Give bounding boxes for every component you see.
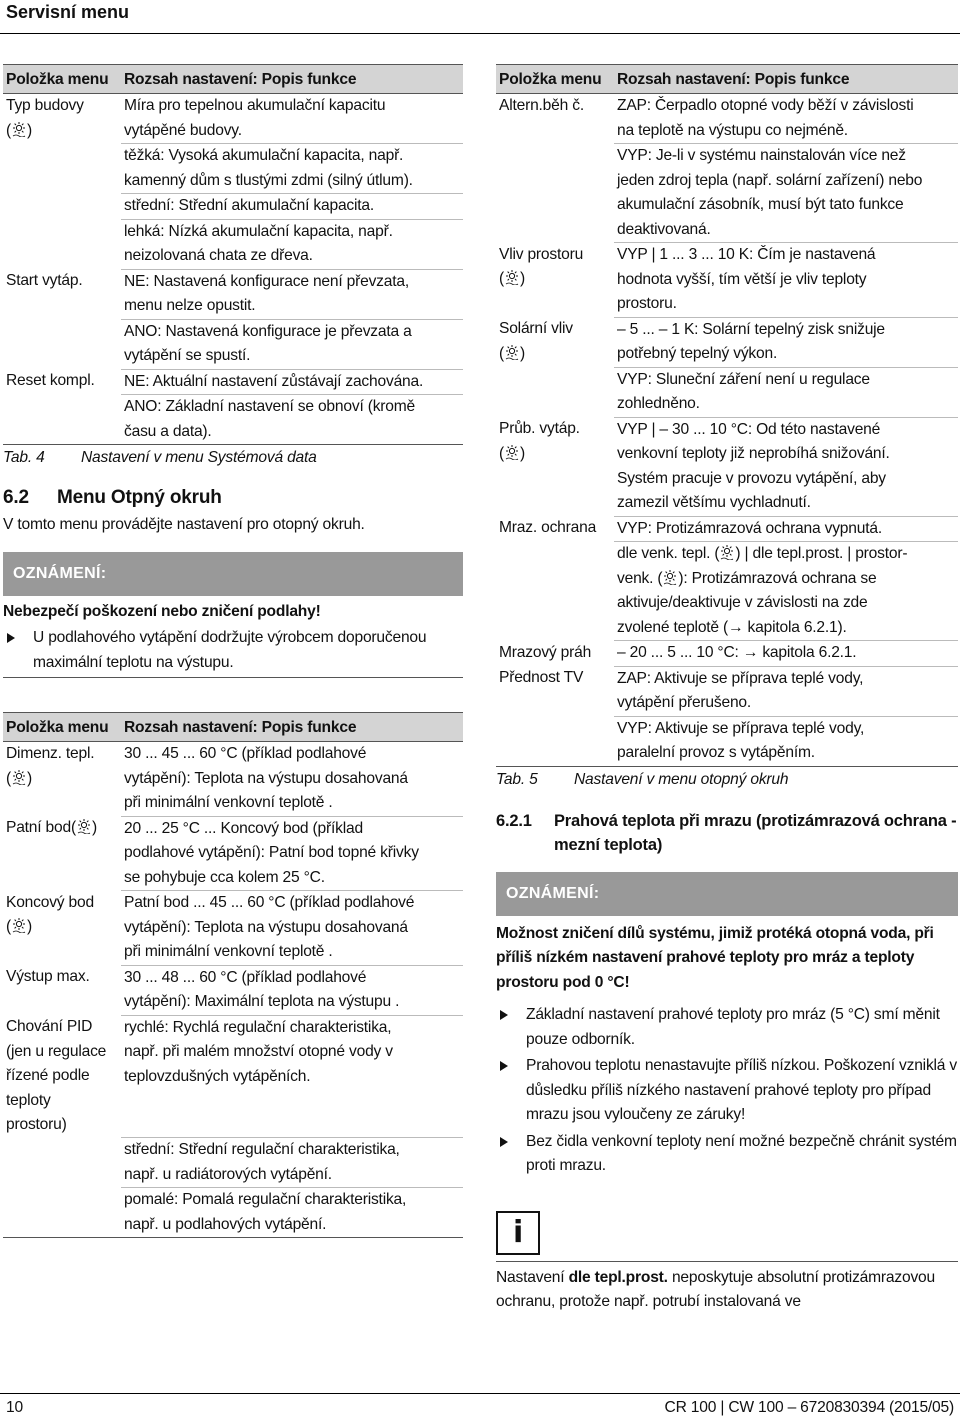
info-text-pre: Nastavení <box>496 1268 565 1286</box>
description-cell <box>614 641 958 667</box>
description-cell <box>121 144 463 194</box>
notice-title: Možnost zničení dílů systému, jimiž protéká otopná voda, při příliš nízkém nastavení prahové teploty pro mráz a teploty prostoru pod 0 °C! <box>496 924 934 991</box>
description-line: střední: Střední akumulační kapacita. <box>124 197 375 214</box>
table-row <box>3 194 463 220</box>
description-line: dle venk. tepl. ( ) | dle tepl.prost. | prostor- <box>617 545 908 562</box>
description-line: střední: Střední regulační charakteristika, <box>124 1141 400 1158</box>
sun-heating-icon <box>504 444 520 460</box>
description-cell <box>121 891 463 966</box>
description-cell <box>614 94 958 144</box>
notice-bullet <box>496 1054 958 1128</box>
description-line: vytápění se spustí. <box>124 347 251 364</box>
description-cell <box>614 367 958 417</box>
table-row <box>3 891 463 966</box>
info-text-bold: dle tepl.prost. <box>568 1268 668 1286</box>
description-cell <box>614 716 958 766</box>
description-line: těžká: Vysoká akumulační kapacita, např. <box>124 147 404 164</box>
table-row <box>496 516 958 542</box>
table-row <box>496 716 958 766</box>
description-line: VYP: Aktivuje se příprava teplé vody, <box>617 719 865 737</box>
menu-item-cell <box>3 742 121 817</box>
description-line: VYP: Je-li v systému nainstalován více než <box>617 147 906 164</box>
menu-item-label: Mraz. ochrana <box>499 519 597 536</box>
info-icon: i <box>496 1211 540 1255</box>
menu-item-label: Průb. vytáp. <box>499 420 580 437</box>
description-line: vytápění přerušeno. <box>617 694 752 711</box>
table-row <box>3 219 463 269</box>
description-line: – 5 ... – 1 K: Solární tepelný zisk snižuje <box>617 320 885 338</box>
description-line: kamenný dům s tlustými zdmi (silný útlum). <box>124 171 413 189</box>
menu-item-cell <box>496 367 614 417</box>
description-cell <box>121 1188 463 1238</box>
subsection-title: Prahová teplota při mrazu (protizámrazová ochrana - mezní teplota) <box>554 811 957 854</box>
table-row <box>496 317 958 367</box>
menu-item-cell <box>3 319 121 369</box>
menu-item-cell <box>496 144 614 243</box>
menu-item-cell <box>496 666 614 716</box>
menu-item-cell <box>496 317 614 367</box>
info-rule <box>496 1261 958 1262</box>
table-caption <box>496 771 958 789</box>
menu-item-label: Výstup max. <box>6 968 90 985</box>
sun-heating-icon <box>504 269 520 285</box>
menu-item-label: Typ budovy <box>6 97 84 114</box>
menu-item-cell <box>496 516 614 542</box>
description-line: VYP: Protizámrazová ochrana vypnutá. <box>617 519 882 537</box>
table-row <box>496 542 958 641</box>
description-cell <box>121 1138 463 1188</box>
table-row <box>496 367 958 417</box>
header-rule <box>0 33 960 34</box>
info-text-post: neposkytuje absolutní protizámrazovou ochranu, protože např. potrubí instalovaná ve <box>496 1268 935 1310</box>
notice-banner: OZNÁMENÍ: <box>3 552 463 596</box>
description-line: Patní bod ... 45 ... 60 °C (příklad podlahové <box>124 894 415 911</box>
description-cell <box>121 965 463 1015</box>
table-row <box>496 243 958 318</box>
description-line: – 20 ... 5 ... 10 °C: → kapitola 6.2.1. <box>617 644 857 661</box>
menu-item-cell <box>3 194 121 220</box>
document-id: CR 100 | CW 100 – 6720830394 (2015/05) <box>664 1399 954 1416</box>
description-line: vytápěné budovy. <box>124 121 242 139</box>
notice-bullet-line-2: maximální teplotu na výstupu. <box>33 653 234 671</box>
notice-bullet-text: Základní nastavení prahové teploty pro mráz (5 °C) smí měnit pouze odborník. <box>526 1006 940 1048</box>
description-line: ZAP: Čerpadlo otopné vody běží v závislosti <box>617 97 914 114</box>
sun-heating-icon <box>11 917 27 933</box>
description-line: ANO: Nastavená konfigurace je převzata a <box>124 322 412 340</box>
description-line: NE: Nastavená konfigurace není převzata, <box>124 272 409 290</box>
description-line: akumulační zásobník, musí být tato funkce <box>617 196 904 213</box>
table-header-item: Položka menu <box>496 65 614 94</box>
bullet-arrow-icon <box>500 1010 508 1020</box>
menu-item-label: Vliv prostoru <box>499 245 584 263</box>
description-cell <box>121 742 463 817</box>
description-line: ZAP: Aktivuje se příprava teplé vody, <box>617 669 864 687</box>
bullet-arrow-icon <box>7 633 15 643</box>
menu-item-label: řízené podle <box>6 1067 90 1084</box>
menu-item-cell <box>3 144 121 194</box>
table-caption <box>3 449 463 467</box>
menu-item-cell <box>3 94 121 144</box>
section-intro: V tomto menu provádějte nastavení pro otopný okruh. <box>3 516 365 533</box>
menu-item-label: Dimenz. tepl. <box>6 745 95 762</box>
description-cell <box>121 369 463 395</box>
description-line: vytápění): Teplota na výstupu dosahovaná <box>124 918 408 936</box>
description-cell <box>121 816 463 891</box>
table-row <box>3 369 463 395</box>
notice-bullet-line-1: U podlahového vytápění dodržujte výrobcem doporučenou <box>33 629 427 646</box>
description-line: 20 ... 25 °C ... Koncový bod (příklad <box>124 819 363 837</box>
page-number: 10 <box>6 1399 23 1416</box>
description-line: 30 ... 45 ... 60 °C (příklad podlahové <box>124 745 367 762</box>
menu-item-icon-line: ( ) <box>6 121 32 139</box>
table-row <box>3 965 463 1015</box>
page-title: Servisní menu <box>6 2 130 22</box>
description-cell <box>121 319 463 369</box>
table-heating-circuit-2 <box>496 64 958 767</box>
notice-title: Nebezpečí poškození nebo zničení podlahy! <box>3 602 321 620</box>
table-row <box>3 816 463 891</box>
description-cell <box>121 269 463 319</box>
menu-item-cell <box>496 243 614 318</box>
menu-item-label: Chování PID <box>6 1018 93 1035</box>
description-line: zamezil většímu vychladnutí. <box>617 494 811 511</box>
menu-item-label: (jen u regulace <box>6 1042 107 1060</box>
description-line: prostoru. <box>617 295 677 312</box>
menu-item-label: ( ) <box>6 918 32 935</box>
description-line: aktivuje/deaktivuje v závislosti na zde <box>617 594 868 611</box>
table-row <box>3 144 463 194</box>
menu-item-cell <box>3 891 121 966</box>
page-footer <box>0 1393 960 1421</box>
subsection-heading <box>496 809 958 858</box>
menu-item-label: Přednost TV <box>499 669 584 686</box>
menu-item-label: Solární vliv <box>499 320 573 337</box>
table-row <box>3 269 463 319</box>
menu-item-label: Koncový bod <box>6 893 94 911</box>
menu-item-label: ( ) <box>499 270 525 287</box>
notice-bullet <box>496 1130 958 1179</box>
menu-item-cell <box>3 219 121 269</box>
menu-item-label: ( ) <box>499 444 525 462</box>
description-line: na teplotě na výstupu co nejméně. <box>617 121 848 139</box>
table-row <box>3 1138 463 1188</box>
description-line: potřebný tepelný výkon. <box>617 345 778 362</box>
sun-heating-icon <box>662 569 678 585</box>
menu-item-label: Patní bod( ) <box>6 819 97 836</box>
page-header <box>0 0 960 34</box>
menu-item-label: Reset kompl. <box>6 372 95 389</box>
menu-item-cell <box>3 369 121 395</box>
description-line: zvolené teplotě (→ kapitola 6.2.1). <box>617 618 847 636</box>
sun-heating-icon <box>11 121 27 137</box>
description-line: hodnota vyšší, tím větší je vliv teploty <box>617 270 867 288</box>
menu-item-cell <box>496 417 614 516</box>
subsection-number: 6.2.1 <box>496 811 532 830</box>
description-line: podlahové vytápění): Patní bod topné křivky <box>124 844 419 861</box>
menu-item-cell <box>496 542 614 641</box>
description-line: venk. ( ): Protizámrazová ochrana se <box>617 569 877 587</box>
menu-item-cell <box>3 816 121 891</box>
description-line: neizolovaná chata ze dřeva. <box>124 247 313 264</box>
table-caption-text: Nastavení v menu otopný okruh <box>574 770 789 788</box>
sun-heating-icon <box>11 769 27 785</box>
sun-heating-icon <box>504 344 520 360</box>
table-row <box>496 94 958 144</box>
table-row <box>3 1188 463 1238</box>
menu-item-label: ( ) <box>6 769 32 787</box>
bullet-arrow-icon <box>500 1137 508 1147</box>
menu-item-cell <box>3 1188 121 1238</box>
table-row <box>496 417 958 516</box>
menu-item-label: Altern.běh č. <box>499 97 584 114</box>
description-line: teplovzdušných vytápěních. <box>124 1067 311 1085</box>
table-row <box>3 742 463 817</box>
left-column <box>3 64 463 1238</box>
description-line: VYP: Sluneční záření není u regulace <box>617 370 870 388</box>
description-line: jeden zdroj tepla (např. solární zařízení) nebo <box>617 171 923 189</box>
info-text <box>496 1266 958 1315</box>
notice-bullet <box>496 1003 958 1052</box>
menu-item-cell <box>496 716 614 766</box>
description-line: 30 ... 48 ... 60 °C (příklad podlahové <box>124 968 367 986</box>
menu-item-cell <box>3 395 121 445</box>
table-row <box>496 666 958 716</box>
description-cell <box>614 417 958 516</box>
sun-heating-icon <box>719 544 735 560</box>
table-row <box>3 1015 463 1138</box>
description-cell <box>121 94 463 144</box>
description-cell <box>614 144 958 243</box>
description-line: času a data). <box>124 422 212 440</box>
table-header-desc: Rozsah nastavení: Popis funkce <box>614 65 958 94</box>
description-line: při minimální venkovní teplotě . <box>124 943 333 960</box>
notice-banner: OZNÁMENÍ: <box>496 872 958 916</box>
description-line: lehká: Nízká akumulační kapacita, např. <box>124 222 393 240</box>
menu-item-cell <box>3 965 121 1015</box>
table-row <box>496 144 958 243</box>
notice-bullet-text: Prahovou teplotu nenastavujte příliš nízkou. Poškození vzniklá v důsledku příliš nízkého nastavení prahové teploty pro případ mrazu jsou vyloučeny ze záruky! <box>526 1057 958 1123</box>
table-header-item: Položka menu <box>3 713 121 742</box>
description-cell <box>121 395 463 445</box>
description-cell <box>614 516 958 542</box>
description-line: ANO: Základní nastavení se obnoví (kromě <box>124 398 416 415</box>
menu-item-cell <box>496 94 614 144</box>
description-line: např. u radiátorových vytápění. <box>124 1165 332 1183</box>
description-cell <box>614 542 958 641</box>
description-line: Míra pro tepelnou akumulační kapacitu <box>124 97 386 114</box>
menu-item-label: Mrazový práh <box>499 643 592 661</box>
table-caption-number: Tab. 4 <box>3 449 45 466</box>
description-line: venkovní teploty již neprobíhá snižování. <box>617 445 890 462</box>
description-line: vytápění): Teplota na výstupu dosahovaná <box>124 769 408 787</box>
description-line: NE: Aktuální nastavení zůstávají zachována. <box>124 372 424 390</box>
table-row <box>3 94 463 144</box>
notice-bullet-text: Bez čidla venkovní teploty není možné bezpečně chránit systém proti mrazu. <box>526 1132 957 1174</box>
table-heating-circuit-1 <box>3 712 463 1238</box>
table-header-desc: Rozsah nastavení: Popis funkce <box>121 713 463 742</box>
description-cell <box>614 243 958 318</box>
description-line: např. u podlahových vytápění. <box>124 1215 327 1233</box>
right-column <box>496 64 958 1315</box>
menu-item-cell <box>496 641 614 667</box>
description-line: pomalé: Pomalá regulační charakteristika, <box>124 1191 407 1208</box>
notice-bullet <box>3 626 463 675</box>
description-cell <box>121 194 463 220</box>
description-line: např. při malém množství otopné vody v <box>124 1043 393 1060</box>
table-header-item: Položka menu <box>3 65 121 94</box>
menu-item-label: ( ) <box>499 344 525 362</box>
menu-item-label: Start vytáp. <box>6 272 83 289</box>
menu-item-cell <box>3 269 121 319</box>
description-line: Systém pracuje v provozu vytápění, aby <box>617 469 886 487</box>
table-row <box>3 395 463 445</box>
menu-item-cell <box>3 1015 121 1138</box>
table-caption-text: Nastavení v menu Systémová data <box>81 449 317 466</box>
menu-item-label: teploty <box>6 1091 51 1109</box>
description-line: zohledněno. <box>617 395 700 412</box>
menu-item-label: prostoru) <box>6 1116 67 1133</box>
description-cell <box>614 666 958 716</box>
table-system-data <box>3 64 463 445</box>
description-line: rychlé: Rychlá regulační charakteristika, <box>124 1018 392 1036</box>
description-cell <box>614 317 958 367</box>
table-caption-number: Tab. 5 <box>496 770 538 788</box>
bullet-arrow-icon <box>500 1061 508 1071</box>
section-title: Menu Otpný okruh <box>57 487 222 508</box>
table-row <box>496 641 958 667</box>
menu-item-cell <box>3 1138 121 1188</box>
description-line: vytápění): Maximální teplota na výstupu . <box>124 993 400 1010</box>
section-number: 6.2 <box>3 487 29 508</box>
description-cell <box>121 219 463 269</box>
description-line: paralelní provoz s vytápěním. <box>617 744 815 761</box>
table-header-desc: Rozsah nastavení: Popis funkce <box>121 65 463 94</box>
section-heading <box>3 487 463 509</box>
description-line: VYP | – 30 ... 10 °C: Od této nastavené <box>617 420 881 438</box>
description-line: VYP | 1 ... 3 ... 10 K: Čím je nastavená <box>617 246 876 263</box>
table-row <box>3 319 463 369</box>
description-line: při minimální venkovní teplotě . <box>124 794 333 811</box>
description-line: deaktivovaná. <box>617 220 711 238</box>
sun-heating-icon <box>76 818 92 834</box>
description-line: se pohybuje cca kolem 25 °C. <box>124 868 325 886</box>
description-cell <box>121 1015 463 1138</box>
description-line: menu nelze opustit. <box>124 297 256 314</box>
